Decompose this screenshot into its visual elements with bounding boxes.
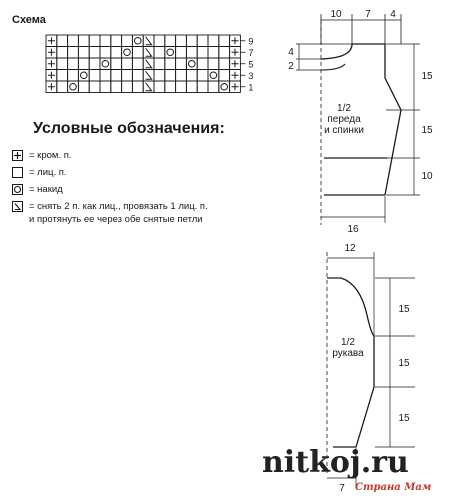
grid-cell — [100, 47, 111, 59]
decrease-mark — [146, 48, 152, 56]
grid-cell — [219, 35, 230, 47]
decrease-mark — [146, 83, 152, 91]
dim-label-right: 15 — [421, 71, 433, 82]
grid-cell — [197, 81, 208, 93]
grid-cell — [100, 81, 111, 93]
sleeve-label: 1/2 — [341, 337, 355, 348]
grid-cell — [111, 81, 122, 93]
yarn-over-mark — [221, 83, 228, 90]
legend-item-decrease — [12, 201, 208, 213]
front-back-label: 1/2 — [337, 103, 351, 114]
grid-cell — [57, 47, 68, 59]
grid-cell — [57, 35, 68, 47]
grid-cell — [89, 81, 100, 93]
row-number: 7 — [248, 47, 254, 58]
grid-cell — [89, 35, 100, 47]
grid-cell — [176, 35, 187, 47]
watermark-logo: nitkoj.ru — [262, 445, 409, 480]
grid-cell — [219, 58, 230, 70]
slash-symbol-icon — [12, 201, 23, 212]
dim-label-right: 15 — [421, 125, 433, 136]
grid-cell — [57, 81, 68, 93]
grid-cell — [154, 58, 165, 70]
grid-cell — [176, 70, 187, 82]
dim-label-top: 10 — [330, 9, 342, 20]
dim-label-left: 2 — [288, 61, 294, 72]
scheme-title: Схема — [12, 14, 46, 26]
legend-item-decrease-cont — [29, 214, 203, 226]
grid-cell — [154, 47, 165, 59]
grid-cell — [219, 70, 230, 82]
grid-cell — [68, 58, 79, 70]
yarn-over-mark — [102, 60, 109, 67]
grid-cell — [68, 47, 79, 59]
grid-cell — [111, 47, 122, 59]
grid-cell — [78, 58, 89, 70]
grid-cell — [165, 58, 176, 70]
grid-cell — [78, 81, 89, 93]
dim-label-left: 4 — [288, 47, 294, 58]
grid-cell — [122, 81, 133, 93]
grid-cell — [111, 58, 122, 70]
grid-cell — [122, 35, 133, 47]
row-number: 5 — [248, 59, 254, 70]
grid-cell — [176, 81, 187, 93]
decrease-mark — [146, 37, 152, 45]
grid-cell — [219, 47, 230, 59]
grid-cell — [165, 70, 176, 82]
grid-cell — [68, 35, 79, 47]
yarn-over-mark — [189, 60, 196, 67]
grid-cell — [165, 35, 176, 47]
grid-cell — [122, 58, 133, 70]
front-back-pattern — [288, 9, 433, 235]
circle-symbol-icon — [12, 184, 23, 195]
dim-label-bottom: 16 — [347, 224, 359, 235]
dim-label-right: 10 — [421, 171, 433, 182]
legend-item-knit — [12, 167, 67, 179]
grid-cell — [186, 35, 197, 47]
grid-cell — [176, 47, 187, 59]
legend-text: = снять 2 п. как лиц., провязать 1 лиц. п. — [29, 201, 208, 212]
grid-cell — [57, 58, 68, 70]
legend-text: = лиц. п. — [29, 167, 67, 178]
legend-item-yarn-over — [12, 184, 63, 196]
grid-cell — [78, 35, 89, 47]
yarn-over-mark — [167, 49, 174, 56]
grid-cell — [111, 70, 122, 82]
grid-cell — [132, 58, 143, 70]
grid-cell — [132, 70, 143, 82]
grid-cell — [176, 58, 187, 70]
grid-cell — [68, 70, 79, 82]
legend-title: Условные обозначения: — [33, 120, 225, 137]
dim-label-top: 7 — [365, 9, 371, 20]
grid-cell — [89, 47, 100, 59]
grid-cell — [154, 81, 165, 93]
row-number: 3 — [248, 70, 254, 81]
grid-cell — [132, 47, 143, 59]
grid-cell — [89, 58, 100, 70]
grid-cell — [186, 70, 197, 82]
watermark-secondary: Страна Мам — [355, 482, 432, 493]
grid-cell — [78, 47, 89, 59]
yarn-over-mark — [135, 37, 142, 44]
front-neckline-front — [321, 64, 345, 70]
row-number: 1 — [248, 82, 254, 93]
grid-cell — [100, 35, 111, 47]
grid-cell — [165, 81, 176, 93]
front-back-label: и спинки — [324, 125, 364, 136]
stitch-chart — [46, 35, 253, 93]
empty-square-icon — [12, 167, 23, 178]
grid-cell — [154, 70, 165, 82]
dim-label-right: 15 — [398, 413, 410, 424]
sleeve-label: рукава — [332, 348, 364, 359]
grid-cell — [197, 47, 208, 59]
grid-cell — [197, 35, 208, 47]
grid-cell — [208, 81, 219, 93]
decrease-mark — [146, 60, 152, 68]
legend-text: = накид — [29, 184, 63, 195]
grid-cell — [208, 35, 219, 47]
grid-cell — [100, 70, 111, 82]
grid-cell — [122, 70, 133, 82]
dim-label-top: 12 — [344, 243, 356, 254]
grid-cell — [132, 81, 143, 93]
sleeve-outline — [327, 278, 374, 447]
dim-label-top: 4 — [390, 9, 396, 20]
grid-cell — [197, 70, 208, 82]
dim-label-bottom: 7 — [339, 483, 345, 494]
grid-cell — [208, 47, 219, 59]
legend-item-selvage — [12, 150, 72, 162]
grid-cell — [111, 35, 122, 47]
yarn-over-mark — [124, 49, 131, 56]
dim-label-right: 15 — [398, 304, 410, 315]
grid-cell — [186, 81, 197, 93]
grid-cell — [89, 70, 100, 82]
plus-symbol-icon — [12, 150, 23, 161]
yarn-over-mark — [70, 83, 77, 90]
decrease-mark — [146, 71, 152, 79]
grid-cell — [57, 70, 68, 82]
yarn-over-mark — [210, 72, 217, 79]
grid-cell — [154, 35, 165, 47]
legend-text: = кром. п. — [29, 150, 72, 161]
dim-label-right: 15 — [398, 358, 410, 369]
row-number: 9 — [248, 36, 254, 47]
legend-text: и протянуть ее через обе снятые петли — [29, 214, 203, 225]
grid-cell — [186, 47, 197, 59]
grid-cell — [208, 58, 219, 70]
yarn-over-mark — [81, 72, 88, 79]
front-back-label: переда — [327, 114, 361, 125]
grid-cell — [197, 58, 208, 70]
